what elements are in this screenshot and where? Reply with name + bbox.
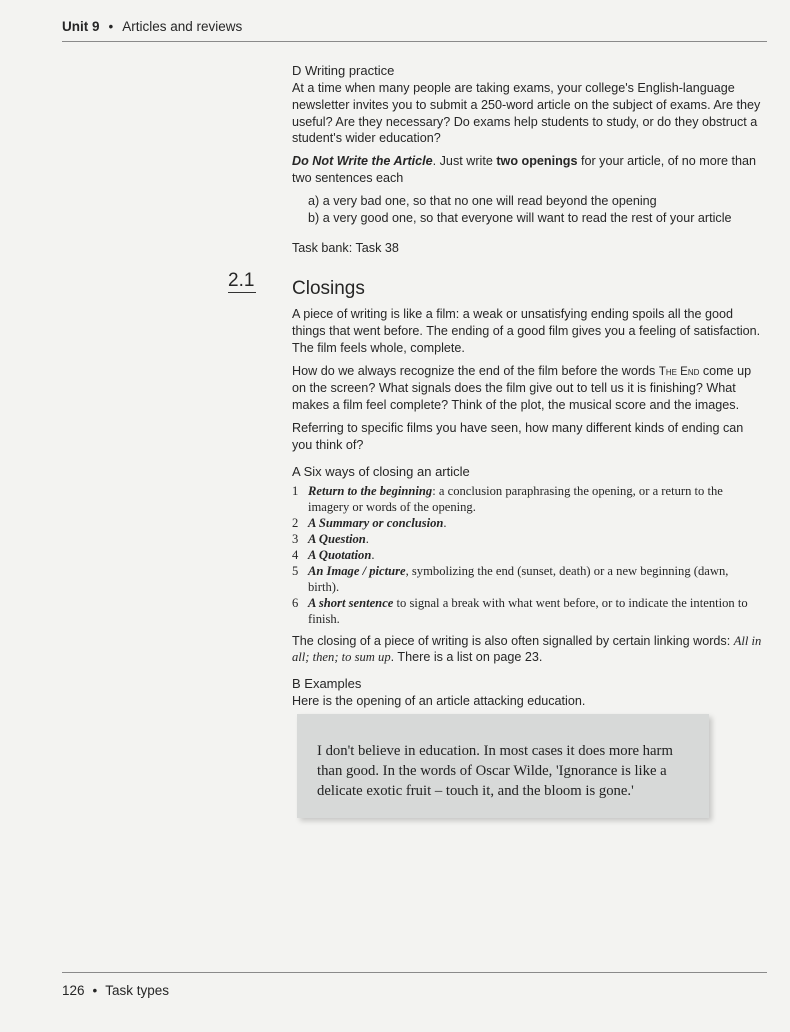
six-ways-list [292, 483, 762, 627]
item-number: 2 [292, 515, 299, 530]
header-bullet: • [108, 19, 114, 34]
item-text: : a conclusion paraphrasing the opening, or a return to the imagery or words of the opening. [308, 483, 723, 514]
instruction-bold: two openings [496, 154, 578, 169]
header-title: Articles and reviews [122, 19, 243, 34]
item-number: 4 [292, 547, 299, 562]
linking-words-paragraph [292, 633, 762, 667]
writing-practice-intro: At a time when many people are taking exams, your college's English-language newsletter invites you to submit a 250-word article on the subject of exams. Are they useful? Are they necessary? Do exams help students to study, or do they obstruct a student's wider education? [292, 81, 761, 146]
list-item [292, 515, 762, 531]
section-number: 2.1 [228, 270, 255, 291]
option-b: b) a very good one, so that everyone will want to read the rest of your article [308, 210, 732, 225]
linking-text-a: The closing of a piece of writing is also often signalled by certain linking words: [292, 633, 734, 648]
header-rule [62, 41, 767, 42]
footer-rule [62, 972, 767, 973]
list-item [292, 595, 762, 627]
writing-practice-heading: D Writing practice [292, 63, 395, 78]
section-number-underline [228, 292, 256, 293]
six-ways-heading: A Six ways of closing an article [292, 463, 470, 479]
linking-text-b: . There is a list on page 23. [390, 650, 543, 665]
page-number: 126 [62, 983, 85, 998]
closings-title: Closings [292, 278, 365, 300]
item-term: An Image / picture [308, 563, 406, 578]
item-number: 3 [292, 531, 299, 546]
closings-paragraph-2 [292, 363, 762, 414]
linking-words: All in all; then; to sum up [292, 633, 762, 665]
running-footer [62, 983, 169, 998]
task-bank-reference: Task bank: Task 38 [292, 241, 399, 256]
item-text: to signal a break with what went before, or to indicate the intention to finish. [308, 595, 748, 626]
instruction-text-2: for your article, of no more than two sentences each [292, 154, 756, 185]
footer-bullet: • [92, 983, 98, 998]
list-item [292, 531, 762, 547]
example-quote-text: I don't believe in education. In most cases it does more harm than good. In the words of Oscar Wilde, 'Ignorance is like a delicate exotic fruit – touch it, and the bloom is gone.' [317, 743, 673, 799]
item-number: 6 [292, 595, 299, 610]
instruction-emphasis: Do Not Write the Article [292, 154, 433, 169]
unit-label: Unit 9 [62, 19, 100, 34]
closings-paragraph-3: Referring to specific films you have seen, how many different kinds of ending can you think of? [292, 420, 744, 452]
option-a: a) a very bad one, so that no one will read beyond the opening [308, 193, 657, 208]
p2-text-a: How do we always recognize the end of the film before the words [292, 363, 659, 378]
example-quote-box [297, 714, 709, 818]
item-term: Return to the beginning [308, 483, 433, 498]
running-header [62, 19, 764, 34]
list-item [292, 547, 762, 563]
examples-heading: B Examples [292, 676, 362, 692]
the-end-small-caps: The End [658, 365, 700, 378]
instruction-text-1: . Just write [432, 154, 497, 169]
item-term: A Quotation [308, 547, 372, 562]
main-column [292, 63, 762, 716]
list-item [292, 483, 762, 515]
item-text: . [443, 515, 447, 530]
item-number: 1 [292, 483, 299, 498]
list-item [292, 563, 762, 595]
item-text: , symbolizing the end (sunset, death) or a new beginning (dawn, birth). [308, 563, 729, 594]
item-number: 5 [292, 563, 299, 578]
item-text: . [371, 547, 375, 562]
opening-options [292, 193, 762, 227]
writing-practice-instruction [292, 153, 762, 187]
p2-text-b: come up on the screen? What signals does the film give out to tell us it is finishing? What makes a film feel complete? Think of the plot, the musical score and the images. [292, 363, 752, 413]
examples-intro: Here is the opening of an article attacking education. [292, 694, 586, 709]
footer-section: Task types [105, 983, 170, 998]
closings-paragraph-1: A piece of writing is like a film: a weak or unsatisfying ending spoils all the good things that went before. The ending of a good film gives you a feeling of satisfaction. The film feels whole, complete. [292, 307, 761, 355]
item-text: . [365, 531, 369, 546]
item-term: A short sentence [308, 595, 394, 610]
item-term: A Summary or conclusion [308, 515, 444, 530]
item-term: A Question [308, 531, 366, 546]
